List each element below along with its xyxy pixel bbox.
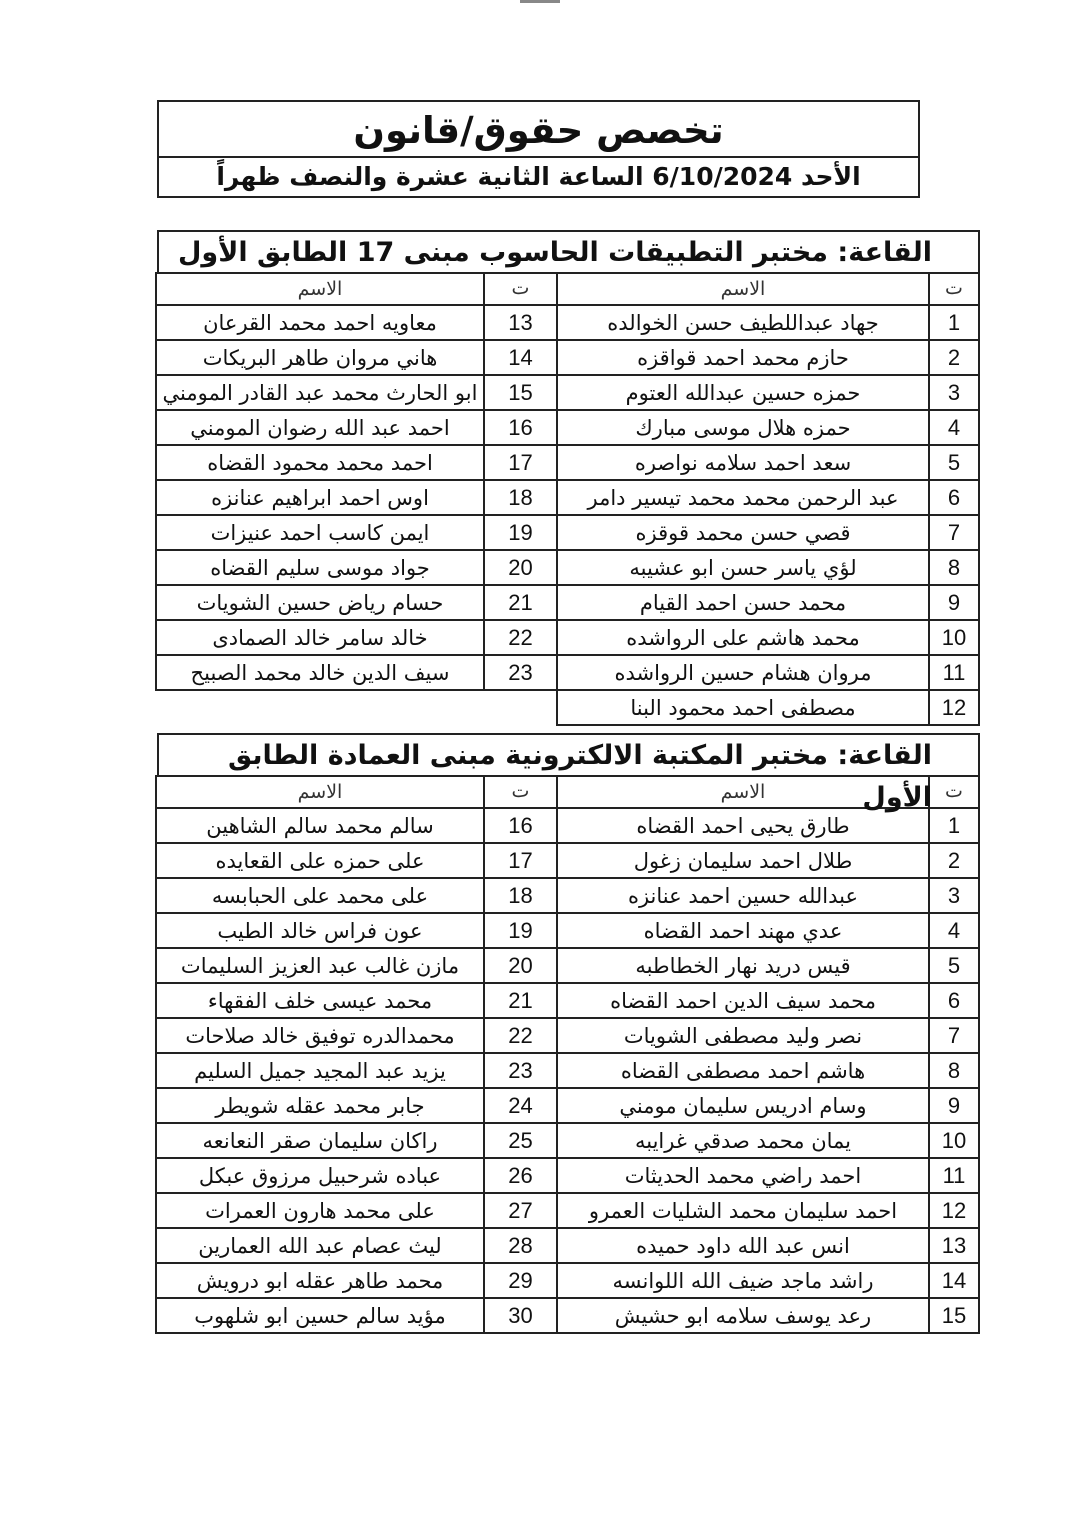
table-row bbox=[156, 843, 979, 878]
student-number: 15 bbox=[484, 375, 557, 410]
student-name: ابو الحارث محمد عبد القادر المومني bbox=[156, 375, 484, 410]
student-number: 7 bbox=[929, 1018, 979, 1053]
student-name: محمد هاشم على الرواشده bbox=[557, 620, 929, 655]
student-name: راكان سليمان صقر النعانعه bbox=[156, 1123, 484, 1158]
student-number: 19 bbox=[484, 913, 557, 948]
table-header-row bbox=[156, 776, 979, 808]
student-name: ايمن كاسب احمد عنيزات bbox=[156, 515, 484, 550]
student-number: 4 bbox=[929, 913, 979, 948]
student-name: سعد احمد سلامه نواصره bbox=[557, 445, 929, 480]
student-name: حمزه حسين عبدالله العتوم bbox=[557, 375, 929, 410]
student-name: عون فراس خالد الطيب bbox=[156, 913, 484, 948]
student-number: 8 bbox=[929, 550, 979, 585]
table-row bbox=[156, 1263, 979, 1298]
table-row bbox=[156, 1018, 979, 1053]
student-number: 6 bbox=[929, 480, 979, 515]
student-number: 26 bbox=[484, 1158, 557, 1193]
student-name: هاشم احمد مصطفى القضاه bbox=[557, 1053, 929, 1088]
student-name: معاويه احمد محمد القرعان bbox=[156, 305, 484, 340]
student-name: قصي حسن محمد قوقزه bbox=[557, 515, 929, 550]
table-row bbox=[156, 948, 979, 983]
student-name: مازن غالب عبد العزيز السليمات bbox=[156, 948, 484, 983]
student-number: 25 bbox=[484, 1123, 557, 1158]
students-table bbox=[155, 272, 980, 726]
student-number: 9 bbox=[929, 585, 979, 620]
table-row bbox=[156, 878, 979, 913]
student-name: حازم محمد احمد قواقزه bbox=[557, 340, 929, 375]
student-name: جهاد عبداللطيف حسن الخوالده bbox=[557, 305, 929, 340]
student-name: نصر وليد مصطفى الشويات bbox=[557, 1018, 929, 1053]
student-number: 3 bbox=[929, 375, 979, 410]
table-row bbox=[156, 375, 979, 410]
student-number: 2 bbox=[929, 340, 979, 375]
empty-cell bbox=[156, 690, 484, 725]
student-number: 18 bbox=[484, 480, 557, 515]
student-name: عدي مهند احمد القضاه bbox=[557, 913, 929, 948]
student-name: مروان هشام حسين الرواشده bbox=[557, 655, 929, 690]
table-row bbox=[156, 340, 979, 375]
student-name: عبدالله حسين احمد عنانزه bbox=[557, 878, 929, 913]
table-row bbox=[156, 1193, 979, 1228]
column-header-number: ت bbox=[929, 273, 979, 305]
student-number: 20 bbox=[484, 550, 557, 585]
column-header-name: الاسم bbox=[156, 776, 484, 808]
student-number: 9 bbox=[929, 1088, 979, 1123]
student-name: عباده شرحبيل مرزوق عبكل bbox=[156, 1158, 484, 1193]
student-number: 20 bbox=[484, 948, 557, 983]
table-row bbox=[156, 550, 979, 585]
student-number: 1 bbox=[929, 808, 979, 843]
student-name: محمد طاهر عقله ابو درويش bbox=[156, 1263, 484, 1298]
student-name: انس عبد الله داود حميده bbox=[557, 1228, 929, 1263]
student-name: احمد سليمان محمد الشليات العمرو bbox=[557, 1193, 929, 1228]
students-table bbox=[155, 775, 980, 1334]
column-header-name: الاسم bbox=[156, 273, 484, 305]
student-name: احمد عبد الله رضوان المومني bbox=[156, 410, 484, 445]
student-name: لؤي ياسر حسن ابو عشيبه bbox=[557, 550, 929, 585]
student-number: 30 bbox=[484, 1298, 557, 1333]
student-number: 8 bbox=[929, 1053, 979, 1088]
table-row bbox=[156, 1088, 979, 1123]
student-name: على محمد على الحبابسه bbox=[156, 878, 484, 913]
table-row bbox=[156, 305, 979, 340]
student-name: مصطفى احمد محمود البنا bbox=[557, 690, 929, 725]
student-number: 10 bbox=[929, 620, 979, 655]
table-row bbox=[156, 983, 979, 1018]
student-number: 12 bbox=[929, 1193, 979, 1228]
table-row bbox=[156, 1158, 979, 1193]
student-number: 19 bbox=[484, 515, 557, 550]
student-name: يزيد عبد المجيد جميل السليم bbox=[156, 1053, 484, 1088]
column-header-name: الاسم bbox=[557, 273, 929, 305]
column-header-number: ت bbox=[484, 273, 557, 305]
student-number: 5 bbox=[929, 948, 979, 983]
student-number: 1 bbox=[929, 305, 979, 340]
student-name: مؤيد سالم حسين ابو شلهوب bbox=[156, 1298, 484, 1333]
student-number: 10 bbox=[929, 1123, 979, 1158]
student-number: 17 bbox=[484, 843, 557, 878]
document-header bbox=[157, 100, 920, 198]
student-number: 11 bbox=[929, 1158, 979, 1193]
table-row bbox=[156, 410, 979, 445]
scan-artifact bbox=[520, 0, 560, 3]
student-number: 24 bbox=[484, 1088, 557, 1123]
student-number: 6 bbox=[929, 983, 979, 1018]
student-number: 16 bbox=[484, 410, 557, 445]
student-number: 29 bbox=[484, 1263, 557, 1298]
table-row bbox=[156, 1053, 979, 1088]
column-header-name: الاسم bbox=[557, 776, 929, 808]
table-row bbox=[156, 585, 979, 620]
student-number: 27 bbox=[484, 1193, 557, 1228]
student-name: محمد عيسى خلف الفقهاء bbox=[156, 983, 484, 1018]
student-number: 23 bbox=[484, 655, 557, 690]
table-row bbox=[156, 690, 979, 725]
student-number: 23 bbox=[484, 1053, 557, 1088]
student-name: على حمزه على القعايده bbox=[156, 843, 484, 878]
student-number: 7 bbox=[929, 515, 979, 550]
student-name: اوس احمد ابراهيم عنانزه bbox=[156, 480, 484, 515]
student-name: وسام ادريس سليمان مومني bbox=[557, 1088, 929, 1123]
table-row bbox=[156, 445, 979, 480]
table-row bbox=[156, 620, 979, 655]
student-name: ليث عصام عبد الله العمارين bbox=[156, 1228, 484, 1263]
student-name: هاني مروان طاهر البريكات bbox=[156, 340, 484, 375]
student-name: جابر محمد عقله شويطر bbox=[156, 1088, 484, 1123]
student-name: طلال احمد سليمان زغول bbox=[557, 843, 929, 878]
student-number: 5 bbox=[929, 445, 979, 480]
student-name: خالد سامر خالد الصمادى bbox=[156, 620, 484, 655]
student-number: 2 bbox=[929, 843, 979, 878]
student-number: 15 bbox=[929, 1298, 979, 1333]
table-header-row bbox=[156, 273, 979, 305]
student-number: 22 bbox=[484, 620, 557, 655]
hall-section-1 bbox=[157, 230, 980, 726]
student-number: 13 bbox=[929, 1228, 979, 1263]
table-row bbox=[156, 1123, 979, 1158]
student-name: محمدالدره توفيق خالد صلاحات bbox=[156, 1018, 484, 1053]
student-number: 21 bbox=[484, 585, 557, 620]
table-row bbox=[156, 480, 979, 515]
student-name: على محمد هارون العمرات bbox=[156, 1193, 484, 1228]
student-number: 11 bbox=[929, 655, 979, 690]
hall-section-2 bbox=[157, 733, 980, 1334]
student-name: طارق يحيى احمد القضاه bbox=[557, 808, 929, 843]
student-name: حسام رياض حسين الشويات bbox=[156, 585, 484, 620]
student-name: يمان محمد صدقي غرايبه bbox=[557, 1123, 929, 1158]
hall-title: القاعة: مختبر المكتبة الالكترونية مبنى العمادة الطابق الأول bbox=[157, 733, 980, 775]
student-name: احمد محمد محمود القضاه bbox=[156, 445, 484, 480]
student-number: 18 bbox=[484, 878, 557, 913]
hall-title: القاعة: مختبر التطبيقات الحاسوب مبنى 17 الطابق الأول bbox=[157, 230, 980, 272]
student-name: راشد ماجد ضيف الله اللوانسه bbox=[557, 1263, 929, 1298]
student-number: 14 bbox=[929, 1263, 979, 1298]
column-header-number: ت bbox=[484, 776, 557, 808]
student-name: سالم محمد سالم الشاهين bbox=[156, 808, 484, 843]
student-number: 3 bbox=[929, 878, 979, 913]
student-name: محمد حسن احمد القيام bbox=[557, 585, 929, 620]
table-row bbox=[156, 808, 979, 843]
student-number: 21 bbox=[484, 983, 557, 1018]
student-number: 14 bbox=[484, 340, 557, 375]
exam-date-time: الأحد 6/10/2024 الساعة الثانية عشرة والنصف ظهراً bbox=[216, 162, 861, 191]
table-row bbox=[156, 515, 979, 550]
student-number: 22 bbox=[484, 1018, 557, 1053]
table-row bbox=[156, 913, 979, 948]
page-title: تخصص حقوق/قانون bbox=[159, 102, 918, 158]
student-name: قيس دريد نهار الخطاطبه bbox=[557, 948, 929, 983]
table-row bbox=[156, 1228, 979, 1263]
student-name: حمزه هلال موسى مبارك bbox=[557, 410, 929, 445]
student-name: جواد موسى سليم القضاه bbox=[156, 550, 484, 585]
student-name: رعد يوسف سلامه ابو حشيش bbox=[557, 1298, 929, 1333]
student-number: 12 bbox=[929, 690, 979, 725]
student-number: 4 bbox=[929, 410, 979, 445]
student-number: 17 bbox=[484, 445, 557, 480]
student-name: سيف الدين خالد محمد الصبيح bbox=[156, 655, 484, 690]
student-name: احمد راضي محمد الحديثات bbox=[557, 1158, 929, 1193]
table-row bbox=[156, 1298, 979, 1333]
student-number: 16 bbox=[484, 808, 557, 843]
column-header-number: ت bbox=[929, 776, 979, 808]
student-number: 28 bbox=[484, 1228, 557, 1263]
empty-cell bbox=[484, 690, 557, 725]
student-name: عبد الرحمن محمد محمد تيسير دامر bbox=[557, 480, 929, 515]
student-name: محمد سيف الدين احمد القضاه bbox=[557, 983, 929, 1018]
student-number: 13 bbox=[484, 305, 557, 340]
table-row bbox=[156, 655, 979, 690]
